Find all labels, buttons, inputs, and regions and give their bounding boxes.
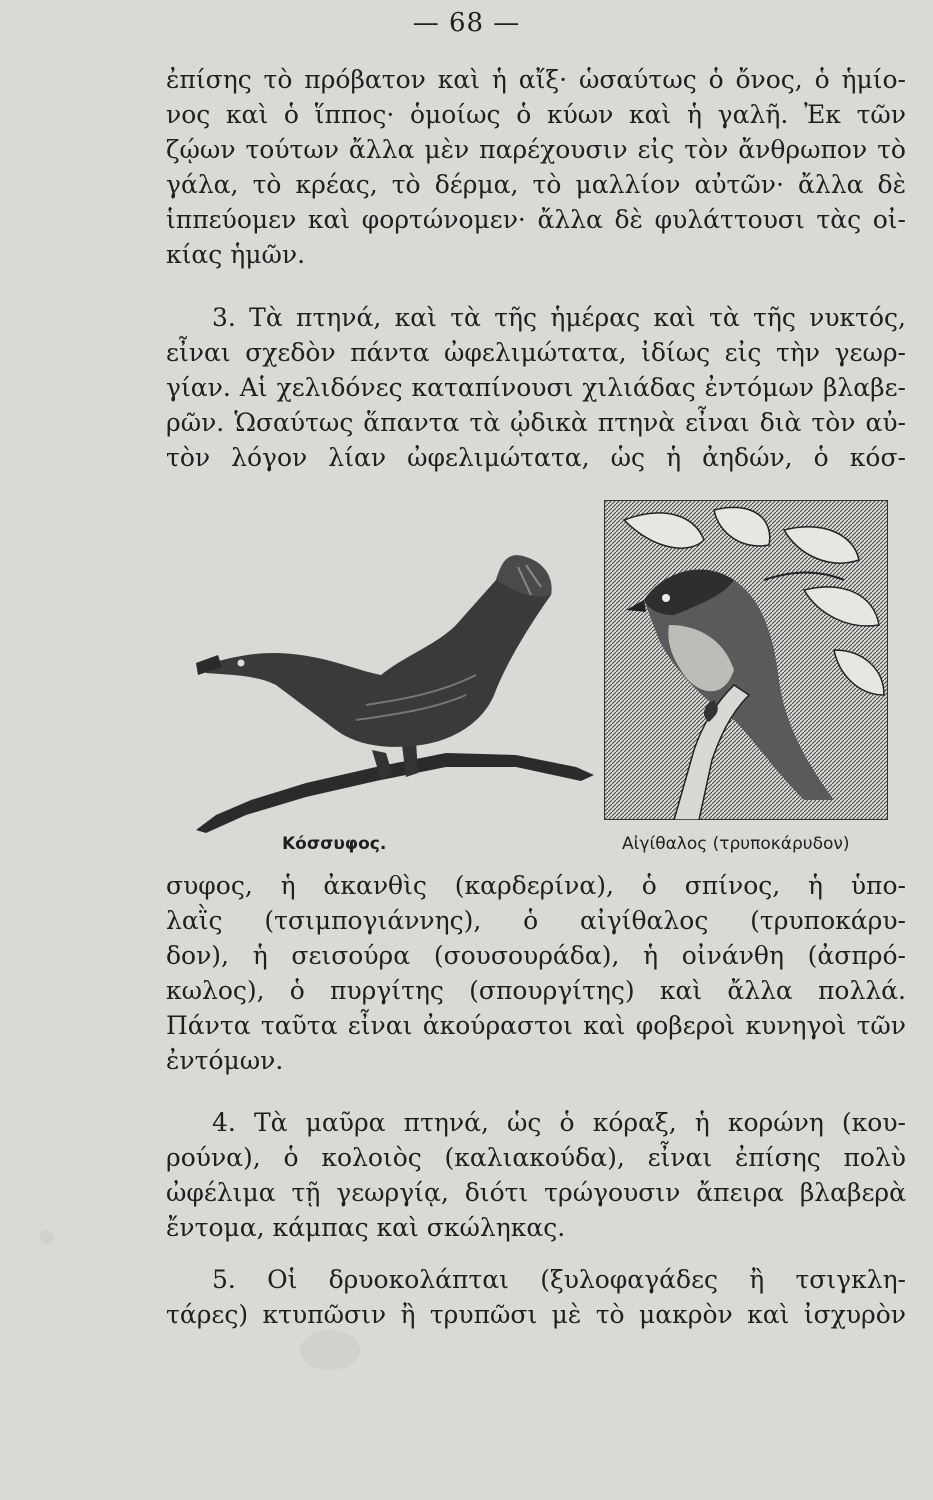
text-line: γάλα, τὸ κρέας, τὸ δέρμα, τὸ μαλλίον αὐτῶν· ἄλλα δὲ bbox=[166, 170, 906, 199]
paragraph-woodpeckers bbox=[166, 1262, 906, 1332]
text-line: λαῒς (τσιμπογιάννης), ὁ αἰγίθαλος (τρυποκάρυ- bbox=[166, 906, 906, 935]
text-line: κίας ἡμῶν. bbox=[166, 240, 306, 269]
text-line: ὠφέλιμα τῇ γεωργίᾳ, διότι τρώγουσιν ἄπειρα βλαβερὰ bbox=[166, 1178, 906, 1207]
text-line: Πάντα ταῦτα εἶναι ἀκούραστοι καὶ φοβεροὶ κυνηγοὶ τῶν bbox=[166, 1011, 906, 1040]
paragraph-songbirds bbox=[166, 868, 906, 1078]
text-line: εἶναι σχεδὸν πάντα ὠφελιμώτατα, ἰδίως εἰς τὴν γεωρ- bbox=[166, 338, 906, 367]
blackbird-illustration bbox=[196, 505, 596, 835]
caption-blackbird: Κόσσυφος. bbox=[282, 834, 387, 854]
text-line: κωλος), ὁ πυργίτης (σπουργίτης) καὶ ἄλλα πολλά. bbox=[166, 976, 906, 1005]
paragraph-birds bbox=[166, 300, 906, 475]
paper-stain bbox=[40, 1230, 54, 1244]
caption-tit: Αἰγίθαλος (τρυποκάρυδον) bbox=[622, 834, 850, 854]
text-line: νος καὶ ὁ ἵππος· ὁμοίως ὁ κύων καὶ ἡ γαλῆ. Ἐκ τῶν bbox=[166, 100, 906, 129]
tit-illustration bbox=[604, 500, 888, 820]
text-line: ρῶν. Ὡσαύτως ἅπαντα τὰ ᾠδικὰ πτηνὰ εἶναι διὰ τὸν αὐ- bbox=[166, 408, 906, 437]
text-line: τὸν λόγον λίαν ὠφελιμώτατα, ὡς ἡ ἀηδών, ὁ κόσ- bbox=[166, 443, 906, 472]
text-line: δον), ἡ σεισούρα (σουσουράδα), ἡ οἰνάνθη (ἀσπρό- bbox=[166, 941, 906, 970]
text-line: ζῴων τούτων ἄλλα μὲν παρέχουσιν εἰς τὸν ἄνθρωπον τὸ bbox=[166, 135, 906, 164]
text-line: ἐπίσης τὸ πρόβατον καὶ ἡ αἴξ· ὡσαύτως ὁ ὄνος, ὁ ἡμίο- bbox=[166, 65, 906, 94]
paragraph-domestic-animals bbox=[166, 62, 906, 272]
paper-stain bbox=[300, 1330, 360, 1370]
text-line: ἔντομα, κάμπας καὶ σκώληκας. bbox=[166, 1213, 566, 1242]
text-line: 3. Τὰ πτηνά, καὶ τὰ τῆς ἡμέρας καὶ τὰ τῆς νυκτός, bbox=[212, 303, 906, 332]
text-line: ρούνα), ὁ κολοιὸς (καλιακούδα), εἶναι ἐπίσης πολὺ bbox=[166, 1143, 906, 1172]
text-line: γίαν. Αἱ χελιδόνες καταπίνουσι χιλιάδας ἐντόμων βλαβε- bbox=[166, 373, 906, 402]
text-line: συφος, ἡ ἀκανθὶς (καρδερίνα), ὁ σπίνος, ἡ ὑπο- bbox=[166, 871, 906, 900]
page-number: — 68 — bbox=[412, 8, 521, 38]
text-line: 5. Οἱ δρυοκολάπται (ξυλοφαγάδες ἢ τσιγκλη- bbox=[212, 1265, 906, 1294]
paragraph-black-birds bbox=[166, 1105, 906, 1245]
text-line: ἐντόμων. bbox=[166, 1046, 284, 1075]
text-line: τάρες) κτυπῶσιν ἢ τρυπῶσι μὲ τὸ μακρὸν καὶ ἰσχυρὸν bbox=[166, 1300, 906, 1329]
text-line: 4. Τὰ μαῦρα πτηνά, ὡς ὁ κόραξ, ἡ κορώνη (κου- bbox=[212, 1108, 906, 1137]
text-line: ἱππεύομεν καὶ φορτώνομεν· ἄλλα δὲ φυλάττουσι τὰς οἰ- bbox=[166, 205, 906, 234]
